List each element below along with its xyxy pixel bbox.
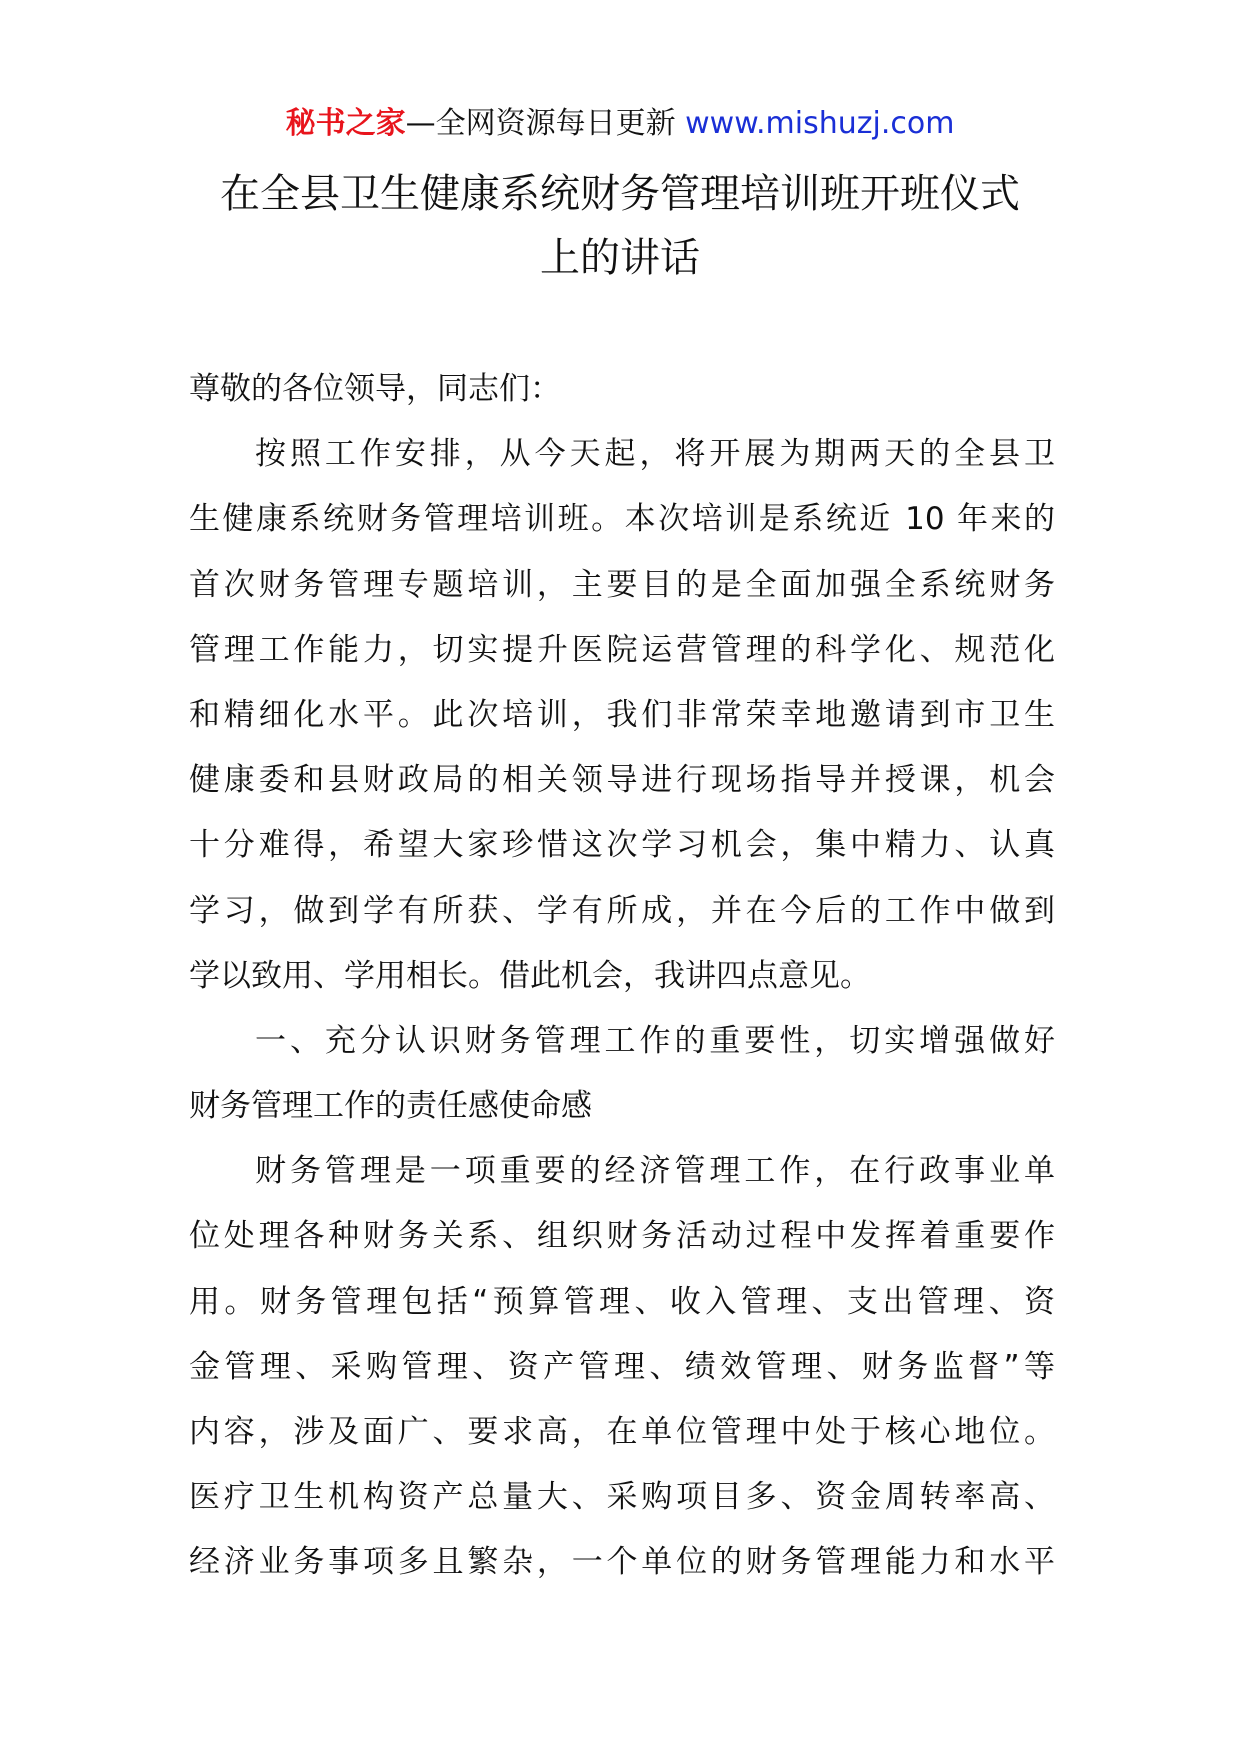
section-heading-line: 财务管理工作的责任感使命感	[189, 1088, 592, 1125]
title-line: 在全县卫生健康系统财务管理培训班开班仪式	[220, 171, 1020, 217]
body-line: 金管理、采购管理、资产管理、绩效管理、财务监督”等	[189, 1348, 1055, 1385]
body-line: 管理工作能力，切实提升医院运营管理的科学化、规范化	[189, 631, 1055, 668]
section-heading-line: 一、充分认识财务管理工作的重要性，切实增强做好	[255, 1022, 1055, 1059]
salutation: 尊敬的各位领导，同志们：	[189, 371, 561, 407]
body-line: 学习，做到学有所获、学有所成，并在今后的工作中做到	[189, 892, 1055, 929]
document-title	[190, 162, 1050, 290]
body-line: 首次财务管理专题培训，主要目的是全面加强全系统财务	[189, 566, 1055, 603]
body-line: 位处理各种财务关系、组织财务活动过程中发挥着重要作	[189, 1218, 1055, 1255]
body-line: 医疗卫生机构资产总量大、采购项目多、资金周转率高、	[189, 1479, 1055, 1516]
body-line: 经济业务事项多且繁杂，一个单位的财务管理能力和水平	[189, 1544, 1055, 1581]
body-line: 和精细化水平。此次培训，我们非常荣幸地邀请到市卫生	[189, 696, 1055, 733]
site-slogan: —全网资源每日更新	[405, 106, 676, 141]
site-header	[0, 100, 1240, 148]
document-body	[189, 357, 1055, 1596]
body-line: 财务管理是一项重要的经济管理工作，在行政事业单	[255, 1153, 1055, 1190]
site-url-link[interactable]: www.mishuzj.com	[685, 106, 955, 141]
title-line: 上的讲话	[540, 235, 700, 281]
body-line: 内容，涉及面广、要求高，在单位管理中处于核心地位。	[189, 1414, 1055, 1450]
body-line: 健康委和县财政局的相关领导进行现场指导并授课，机会	[189, 762, 1055, 799]
body-line: 十分难得，希望大家珍惜这次学习机会，集中精力、认真	[189, 827, 1055, 864]
body-line: 按照工作安排，从今天起，将开展为期两天的全县卫	[255, 436, 1055, 473]
site-brand: 秘书之家	[285, 106, 406, 141]
body-line: 学以致用、学用相长。借此机会，我讲四点意见。	[189, 957, 871, 994]
body-line: 生健康系统财务管理培训班。本次培训是系统近 10 年来的	[189, 501, 1055, 538]
body-line: 用。财务管理包括“预算管理、收入管理、支出管理、资	[189, 1283, 1055, 1320]
